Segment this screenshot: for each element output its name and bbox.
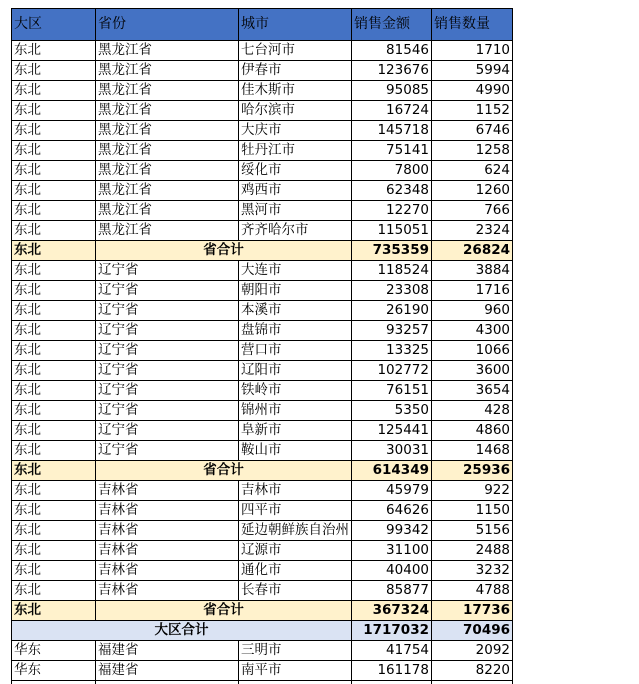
cell-sales-amount[interactable]: 12270 [352, 201, 432, 221]
cell-city[interactable]: 营口市 [239, 341, 352, 361]
cell-region[interactable]: 东北 [12, 441, 96, 461]
subtotal-qty[interactable]: 25936 [432, 461, 513, 481]
cell-sales-qty[interactable]: 1066 [432, 341, 513, 361]
cell-city[interactable]: 齐齐哈尔市 [239, 221, 352, 241]
cell-province[interactable]: 黑龙江省 [96, 141, 239, 161]
cell-province[interactable]: 福建省 [96, 661, 239, 681]
cell-city[interactable]: 辽源市 [239, 541, 352, 561]
table-row [12, 161, 513, 181]
cell-sales-qty[interactable]: 1260 [432, 181, 513, 201]
cell-province[interactable]: 辽宁省 [96, 281, 239, 301]
cell-sales-amount[interactable]: 76151 [352, 381, 432, 401]
cell-city[interactable]: 阜新市 [239, 421, 352, 441]
cell-region[interactable]: 东北 [12, 561, 96, 581]
table-row [12, 121, 513, 141]
cell-sales-qty[interactable]: 3232 [432, 561, 513, 581]
cell-city[interactable]: 鸡西市 [239, 181, 352, 201]
cell-region[interactable]: 东北 [12, 341, 96, 361]
header-row [12, 9, 513, 41]
subtotal-amount[interactable]: 614349 [352, 461, 432, 481]
cell-province[interactable]: 黑龙江省 [96, 41, 239, 61]
cell-province[interactable]: 黑龙江省 [96, 121, 239, 141]
table-row [12, 41, 513, 61]
cell-sales-qty[interactable]: 1150 [432, 501, 513, 521]
cell-province[interactable]: 吉林省 [96, 481, 239, 501]
subtotal-label[interactable]: 省合计 [96, 241, 352, 261]
cell-empty[interactable] [352, 681, 432, 684]
table-row [12, 381, 513, 401]
cell-sales-amount[interactable]: 85877 [352, 581, 432, 601]
province-subtotal-row [12, 461, 513, 481]
cell-province[interactable]: 辽宁省 [96, 401, 239, 421]
cell-region[interactable]: 东北 [12, 161, 96, 181]
table-row [12, 81, 513, 101]
cell-empty[interactable] [96, 681, 239, 684]
cell-province[interactable]: 辽宁省 [96, 441, 239, 461]
cell-sales-amount[interactable]: 7800 [352, 161, 432, 181]
cell-city[interactable]: 盘锦市 [239, 321, 352, 341]
cell-sales-qty[interactable]: 1716 [432, 281, 513, 301]
cell-sales-amount[interactable]: 125441 [352, 421, 432, 441]
cell-sales-qty[interactable]: 4300 [432, 321, 513, 341]
cell-sales-amount[interactable]: 31100 [352, 541, 432, 561]
subtotal-region[interactable]: 东北 [12, 461, 96, 481]
cell-sales-amount[interactable]: 81546 [352, 41, 432, 61]
cell-province[interactable]: 辽宁省 [96, 261, 239, 281]
cell-region[interactable]: 东北 [12, 121, 96, 141]
cell-sales-amount[interactable]: 26190 [352, 301, 432, 321]
cell-region[interactable]: 东北 [12, 181, 96, 201]
region-total-amount[interactable]: 1717032 [352, 621, 432, 641]
cell-province[interactable]: 辽宁省 [96, 381, 239, 401]
cell-city[interactable]: 大连市 [239, 261, 352, 281]
cell-city[interactable]: 绥化市 [239, 161, 352, 181]
cell-sales-amount[interactable]: 75141 [352, 141, 432, 161]
cell-sales-amount[interactable]: 145718 [352, 121, 432, 141]
cell-province[interactable]: 黑龙江省 [96, 181, 239, 201]
cell-sales-amount[interactable]: 93257 [352, 321, 432, 341]
cell-city[interactable]: 三明市 [239, 641, 352, 661]
cell-region[interactable]: 东北 [12, 421, 96, 441]
cell-empty[interactable] [12, 681, 96, 684]
cell-province[interactable]: 辽宁省 [96, 421, 239, 441]
cell-city[interactable]: 锦州市 [239, 401, 352, 421]
cell-empty[interactable] [432, 681, 513, 684]
header-sales-amount[interactable]: 销售金额 [352, 9, 432, 41]
cell-sales-qty[interactable]: 4788 [432, 581, 513, 601]
cell-region[interactable]: 东北 [12, 101, 96, 121]
subtotal-label[interactable]: 省合计 [96, 461, 352, 481]
cell-sales-amount[interactable]: 62348 [352, 181, 432, 201]
cell-region[interactable]: 东北 [12, 41, 96, 61]
header-region[interactable]: 大区 [12, 9, 96, 41]
cell-province[interactable]: 吉林省 [96, 541, 239, 561]
cell-region[interactable]: 东北 [12, 361, 96, 381]
table-body [12, 41, 513, 684]
cell-sales-amount[interactable]: 30031 [352, 441, 432, 461]
cell-city[interactable]: 佳木斯市 [239, 81, 352, 101]
cell-sales-amount[interactable]: 41754 [352, 641, 432, 661]
cell-sales-qty[interactable]: 624 [432, 161, 513, 181]
table-row [12, 481, 513, 501]
sales-table [11, 8, 513, 684]
region-total-row [12, 621, 513, 641]
cell-city[interactable]: 哈尔滨市 [239, 101, 352, 121]
cell-city[interactable]: 四平市 [239, 501, 352, 521]
subtotal-region[interactable]: 东北 [12, 601, 96, 621]
cell-sales-amount[interactable]: 118524 [352, 261, 432, 281]
cell-sales-qty[interactable]: 1710 [432, 41, 513, 61]
cell-sales-amount[interactable]: 115051 [352, 221, 432, 241]
table-row [12, 661, 513, 681]
table-row [12, 361, 513, 381]
cell-region[interactable]: 东北 [12, 201, 96, 221]
partial-row [12, 681, 513, 684]
cell-sales-amount[interactable]: 45979 [352, 481, 432, 501]
table-row [12, 201, 513, 221]
cell-region[interactable]: 东北 [12, 301, 96, 321]
header-sales-qty[interactable]: 销售数量 [432, 9, 513, 41]
cell-province[interactable]: 黑龙江省 [96, 61, 239, 81]
cell-city[interactable]: 本溪市 [239, 301, 352, 321]
spreadsheet [11, 8, 513, 684]
province-subtotal-row [12, 601, 513, 621]
cell-region[interactable]: 东北 [12, 481, 96, 501]
table-row [12, 61, 513, 81]
cell-region[interactable]: 华东 [12, 641, 96, 661]
cell-region[interactable]: 东北 [12, 581, 96, 601]
cell-region[interactable]: 东北 [12, 221, 96, 241]
cell-sales-qty[interactable]: 6746 [432, 121, 513, 141]
cell-city[interactable]: 通化市 [239, 561, 352, 581]
cell-province[interactable]: 辽宁省 [96, 341, 239, 361]
cell-sales-qty[interactable]: 4990 [432, 81, 513, 101]
cell-sales-qty[interactable]: 960 [432, 301, 513, 321]
cell-province[interactable]: 辽宁省 [96, 301, 239, 321]
cell-sales-amount[interactable]: 95085 [352, 81, 432, 101]
cell-province[interactable]: 吉林省 [96, 501, 239, 521]
cell-sales-amount[interactable]: 99342 [352, 521, 432, 541]
cell-province[interactable]: 黑龙江省 [96, 161, 239, 181]
subtotal-qty[interactable]: 17736 [432, 601, 513, 621]
cell-sales-amount[interactable]: 23308 [352, 281, 432, 301]
region-total-qty[interactable]: 70496 [432, 621, 513, 641]
table-row [12, 221, 513, 241]
cell-sales-qty[interactable]: 3600 [432, 361, 513, 381]
cell-city[interactable]: 大庆市 [239, 121, 352, 141]
region-total-label[interactable]: 大区合计 [12, 621, 352, 641]
subtotal-qty[interactable]: 26824 [432, 241, 513, 261]
cell-city[interactable]: 伊春市 [239, 61, 352, 81]
cell-region[interactable]: 东北 [12, 281, 96, 301]
cell-province[interactable]: 黑龙江省 [96, 101, 239, 121]
cell-region[interactable]: 东北 [12, 541, 96, 561]
table-row [12, 321, 513, 341]
table-row [12, 581, 513, 601]
cell-sales-qty[interactable]: 428 [432, 401, 513, 421]
cell-sales-qty[interactable]: 922 [432, 481, 513, 501]
cell-city[interactable]: 朝阳市 [239, 281, 352, 301]
cell-sales-amount[interactable]: 64626 [352, 501, 432, 521]
table-row [12, 281, 513, 301]
province-subtotal-row [12, 241, 513, 261]
cell-province[interactable]: 黑龙江省 [96, 221, 239, 241]
table-row [12, 561, 513, 581]
cell-region[interactable]: 东北 [12, 501, 96, 521]
cell-empty[interactable] [239, 681, 352, 684]
subtotal-region[interactable]: 东北 [12, 241, 96, 261]
cell-sales-qty[interactable]: 2324 [432, 221, 513, 241]
cell-sales-qty[interactable]: 2092 [432, 641, 513, 661]
cell-region[interactable]: 东北 [12, 381, 96, 401]
cell-region[interactable]: 东北 [12, 521, 96, 541]
cell-province[interactable]: 福建省 [96, 641, 239, 661]
cell-city[interactable]: 辽阳市 [239, 361, 352, 381]
table-row [12, 641, 513, 661]
table-row [12, 181, 513, 201]
cell-city[interactable]: 鞍山市 [239, 441, 352, 461]
cell-sales-amount[interactable]: 13325 [352, 341, 432, 361]
cell-sales-qty[interactable]: 3884 [432, 261, 513, 281]
cell-city[interactable]: 铁岭市 [239, 381, 352, 401]
cell-sales-qty[interactable]: 2488 [432, 541, 513, 561]
cell-sales-qty[interactable]: 766 [432, 201, 513, 221]
table-row [12, 541, 513, 561]
cell-sales-qty[interactable]: 1468 [432, 441, 513, 461]
cell-region[interactable]: 东北 [12, 321, 96, 341]
cell-sales-amount[interactable]: 16724 [352, 101, 432, 121]
cell-region[interactable]: 东北 [12, 401, 96, 421]
cell-city[interactable]: 黑河市 [239, 201, 352, 221]
table-row [12, 401, 513, 421]
header-city[interactable]: 城市 [239, 9, 352, 41]
cell-sales-qty[interactable]: 5994 [432, 61, 513, 81]
cell-city[interactable]: 七台河市 [239, 41, 352, 61]
table-row [12, 101, 513, 121]
subtotal-amount[interactable]: 735359 [352, 241, 432, 261]
table-row [12, 441, 513, 461]
cell-sales-qty[interactable]: 3654 [432, 381, 513, 401]
header-province[interactable]: 省份 [96, 9, 239, 41]
subtotal-label[interactable]: 省合计 [96, 601, 352, 621]
cell-region[interactable]: 东北 [12, 261, 96, 281]
cell-city[interactable]: 延边朝鲜族自治州 [239, 521, 352, 541]
cell-city[interactable]: 吉林市 [239, 481, 352, 501]
cell-sales-qty[interactable]: 1152 [432, 101, 513, 121]
cell-province[interactable]: 辽宁省 [96, 361, 239, 381]
cell-region[interactable]: 华东 [12, 661, 96, 681]
cell-province[interactable]: 黑龙江省 [96, 81, 239, 101]
cell-province[interactable]: 吉林省 [96, 581, 239, 601]
cell-province[interactable]: 黑龙江省 [96, 201, 239, 221]
cell-province[interactable]: 吉林省 [96, 561, 239, 581]
cell-sales-amount[interactable]: 5350 [352, 401, 432, 421]
subtotal-amount[interactable]: 367324 [352, 601, 432, 621]
cell-city[interactable]: 牡丹江市 [239, 141, 352, 161]
cell-province[interactable]: 辽宁省 [96, 321, 239, 341]
cell-sales-amount[interactable]: 123676 [352, 61, 432, 81]
cell-region[interactable]: 东北 [12, 81, 96, 101]
table-row [12, 301, 513, 321]
cell-region[interactable]: 东北 [12, 141, 96, 161]
table-row [12, 261, 513, 281]
table-row [12, 341, 513, 361]
cell-region[interactable]: 东北 [12, 61, 96, 81]
cell-city[interactable]: 南平市 [239, 661, 352, 681]
table-row [12, 521, 513, 541]
cell-sales-qty[interactable]: 8220 [432, 661, 513, 681]
cell-sales-qty[interactable]: 4860 [432, 421, 513, 441]
cell-sales-qty[interactable]: 1258 [432, 141, 513, 161]
cell-city[interactable]: 长春市 [239, 581, 352, 601]
cell-sales-amount[interactable]: 40400 [352, 561, 432, 581]
cell-sales-amount[interactable]: 161178 [352, 661, 432, 681]
table-row [12, 421, 513, 441]
table-row [12, 501, 513, 521]
cell-sales-amount[interactable]: 102772 [352, 361, 432, 381]
table-row [12, 141, 513, 161]
cell-province[interactable]: 吉林省 [96, 521, 239, 541]
cell-sales-qty[interactable]: 5156 [432, 521, 513, 541]
